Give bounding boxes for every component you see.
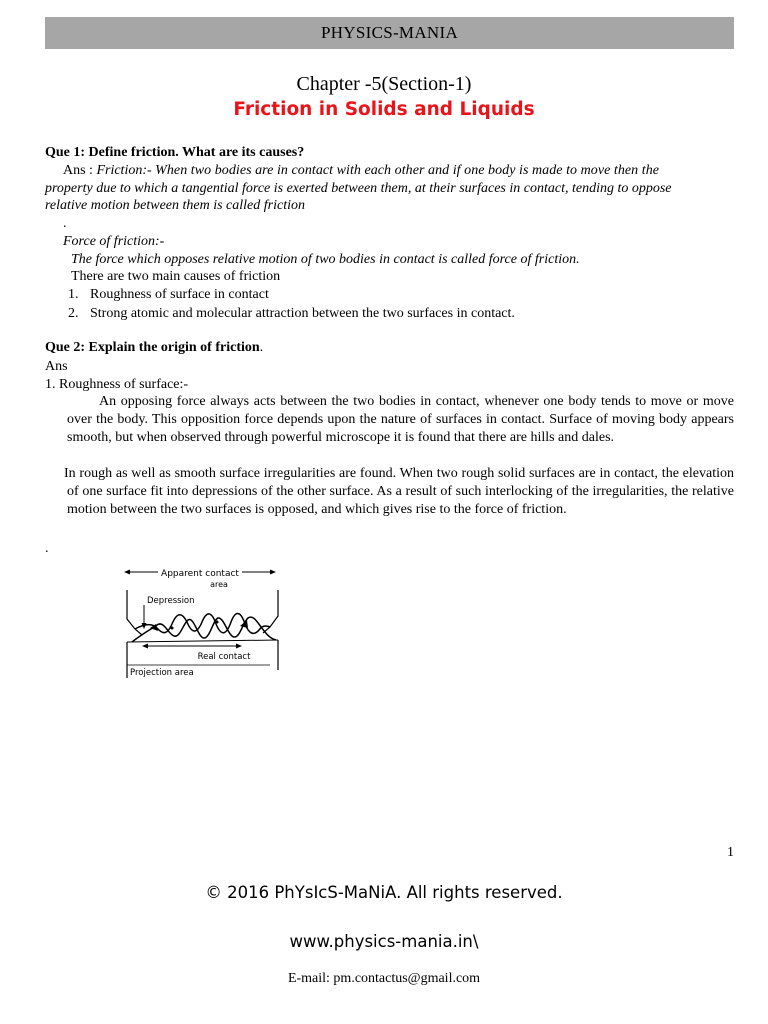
friction-definition-line2: property due to which a tangential force is exerted between them, at their surfaces in contact, tending to oppose bbox=[45, 181, 672, 196]
chapter-heading: Chapter -5(Section-1) bbox=[296, 73, 472, 95]
cause-number: 2. bbox=[68, 306, 79, 321]
causes-intro: There are two main causes of friction bbox=[71, 269, 281, 284]
copyright-notice: © 2016 PhYsIcS-MaNiA. All rights reserved. bbox=[205, 883, 563, 902]
friction-definition-line3: relative motion between them is called friction bbox=[45, 198, 305, 213]
email-contact[interactable]: E-mail: pm.contactus@gmail.com bbox=[287, 971, 481, 986]
roughness-paragraph-2: In rough as well as smooth surface irregularities are found. When two rough solid surfaces are in contact, the elevation of one surface fit into depressions of the other surface. As a result of such interlocking of the irregularities, the relative motion between the two surfaces is opposed, and which gives rise to the force of friction. bbox=[64, 466, 734, 517]
answer-label: Ans : bbox=[63, 163, 97, 178]
cause-item-2 bbox=[68, 305, 515, 322]
projection-area-label: Projection area bbox=[130, 668, 194, 678]
force-of-friction-definition: The force which opposes relative motion of two bodies in contact is called force of friction. bbox=[71, 252, 580, 267]
friction-definition-line1: When two bodies are in contact with each other and if one body is made to move then the bbox=[155, 163, 660, 178]
header-bar bbox=[45, 17, 734, 49]
friction-contact-diagram bbox=[120, 562, 282, 682]
cause-text: Strong atomic and molecular attraction between the two surfaces in contact. bbox=[90, 306, 515, 321]
cause-text: Roughness of surface in contact bbox=[90, 287, 269, 302]
stray-dot-2: . bbox=[45, 541, 49, 556]
page-number: 1 bbox=[727, 845, 734, 860]
question-2-period: . bbox=[259, 340, 264, 355]
force-of-friction-heading: Force of friction:- bbox=[63, 234, 165, 249]
cause-number: 1. bbox=[68, 287, 79, 302]
website-link[interactable]: www.physics-mania.in\ bbox=[289, 932, 479, 951]
chapter-subtitle: Friction in Solids and Liquids bbox=[233, 99, 535, 120]
header-title: PHYSICS-MANIA bbox=[320, 23, 459, 42]
cause-item-1 bbox=[68, 286, 269, 303]
question-2 bbox=[45, 340, 263, 356]
question-1: Que 1: Define friction. What are its causes? bbox=[45, 145, 305, 160]
roughness-heading: 1. Roughness of surface:- bbox=[45, 377, 189, 392]
depression-label: Depression bbox=[147, 596, 195, 606]
question-2-text: Que 2: Explain the origin of friction bbox=[45, 340, 260, 355]
stray-dot: . bbox=[63, 216, 67, 231]
answer-1-line1 bbox=[63, 162, 659, 179]
apparent-contact-label: Apparent contact bbox=[161, 569, 239, 579]
friction-term: Friction:- bbox=[96, 163, 156, 178]
answer-2-label: Ans bbox=[45, 359, 68, 374]
roughness-paragraph-1: An opposing force always acts between the two bodies in contact, whenever one body tends to move or move over the body. This opposition force depends upon the nature of surfaces in contact. Surface of moving body appears smooth, but when observed through powerful microscope it is found that there are hills and dales. bbox=[67, 394, 734, 445]
real-contact-label: Real contact bbox=[197, 652, 251, 662]
area-label: area bbox=[210, 580, 228, 589]
